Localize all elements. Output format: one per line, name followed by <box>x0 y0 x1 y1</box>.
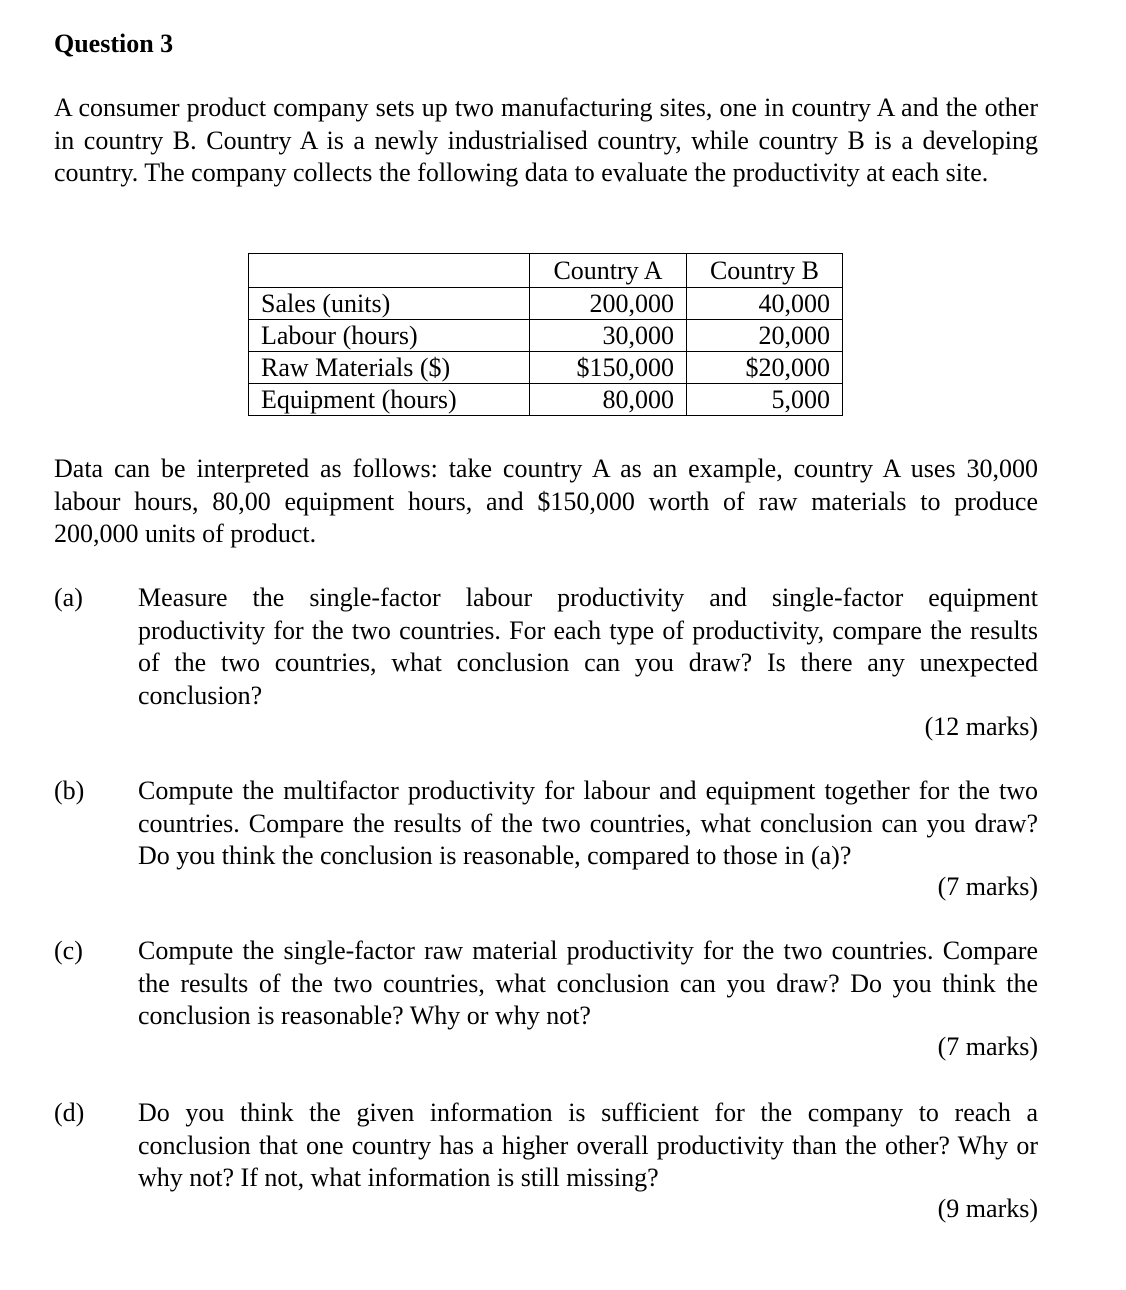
part-marks: (7 marks) <box>937 872 1038 901</box>
part-letter: (a) <box>54 583 83 612</box>
part-marks: (12 marks) <box>924 712 1038 741</box>
row-label: Sales (units) <box>249 288 530 320</box>
part-letter: (b) <box>54 776 85 805</box>
table-row <box>249 320 843 352</box>
table-header-blank <box>249 254 530 288</box>
country-a-value: 80,000 <box>530 384 687 416</box>
part-letter: (d) <box>54 1098 85 1127</box>
part-text: Measure the single-factor labour productivity and single-factor equipment productivity for the two countries. For each type of productivity, compare the results of the two countries, what conclusion can you draw? Is there any unexpected conclusion? <box>138 583 1038 710</box>
part-text: Compute the multifactor productivity for labour and equipment together for the two countries. Compare the results of the two countries, what conclusion can you draw? Do you think the conclusion is reasonable, compared to those in (a)? <box>138 776 1038 870</box>
row-label: Labour (hours) <box>249 320 530 352</box>
interpretation-paragraph: Data can be interpreted as follows: take country A as an example, country A uses 30,000 labour hours, 80,00 equipment hours, and $150,000 worth of raw materials to produce 200,000 units of product. <box>54 454 1038 548</box>
country-a-value: 200,000 <box>530 288 687 320</box>
country-b-value: 20,000 <box>687 320 843 352</box>
table-header-row <box>249 254 843 288</box>
table-row <box>249 288 843 320</box>
country-a-value: 30,000 <box>530 320 687 352</box>
question-heading: Question 3 <box>54 29 174 58</box>
table-header-country-b: Country B <box>687 254 843 288</box>
table-row <box>249 352 843 384</box>
row-label: Equipment (hours) <box>249 384 530 416</box>
part-marks: (9 marks) <box>937 1194 1038 1223</box>
table-header-country-a: Country A <box>530 254 687 288</box>
country-a-value: $150,000 <box>530 352 687 384</box>
part-text: Do you think the given information is sufficient for the company to reach a conclusion that one country has a higher overall productivity than the other? Why or why not? If not, what information is still missing? <box>138 1098 1038 1192</box>
productivity-data-table <box>248 253 843 416</box>
intro-paragraph: A consumer product company sets up two manufacturing sites, one in country A and the other in country B. Country A is a newly industrialised country, while country B is a developing country. The company collects the following data to evaluate the productivity at each site. <box>54 93 1038 187</box>
part-letter: (c) <box>54 936 83 965</box>
part-text: Compute the single-factor raw material productivity for the two countries. Compare the results of the two countries, what conclusion can you draw? Do you think the conclusion is reasonable? Why or why not? <box>138 936 1038 1030</box>
table-row <box>249 384 843 416</box>
part-marks: (7 marks) <box>937 1032 1038 1061</box>
row-label: Raw Materials ($) <box>249 352 530 384</box>
country-b-value: 40,000 <box>687 288 843 320</box>
country-b-value: $20,000 <box>687 352 843 384</box>
country-b-value: 5,000 <box>687 384 843 416</box>
